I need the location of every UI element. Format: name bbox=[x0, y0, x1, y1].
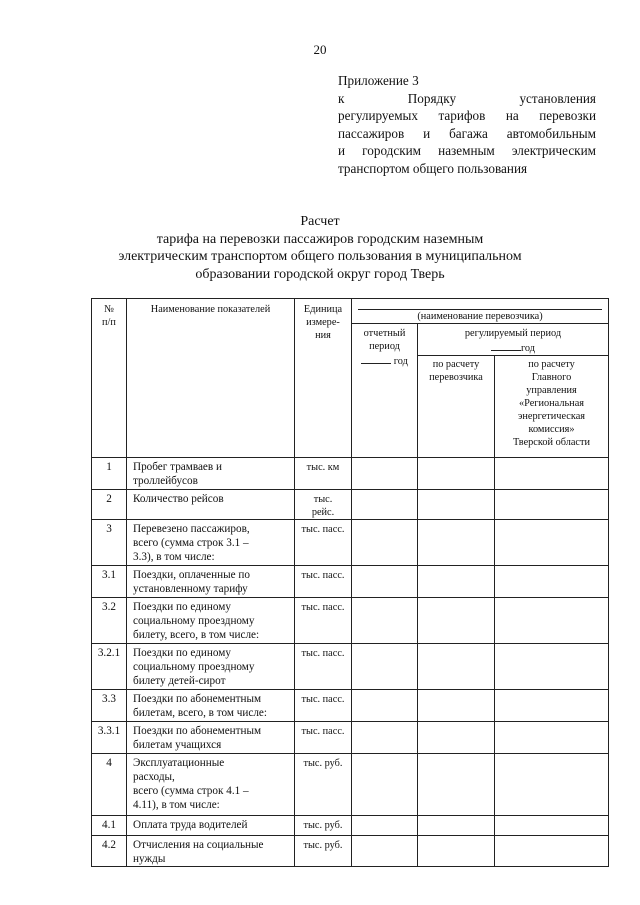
value-reporting[interactable] bbox=[352, 690, 418, 722]
row-indicator-name: Поездки по абонементным билетам учащихся bbox=[127, 722, 295, 754]
row-number: 3.3.1 bbox=[92, 722, 127, 754]
value-reporting[interactable] bbox=[352, 520, 418, 566]
annex-block bbox=[338, 72, 596, 177]
value-by-carrier[interactable] bbox=[418, 644, 495, 690]
row-number: 4.1 bbox=[92, 816, 127, 836]
table-row bbox=[92, 644, 609, 690]
heading-line-2: тарифа на перевозки пассажиров городским наземным bbox=[156, 231, 484, 247]
document-heading bbox=[110, 213, 530, 283]
value-by-carrier[interactable] bbox=[418, 520, 495, 566]
value-by-commission[interactable] bbox=[495, 520, 609, 566]
row-unit: тыс. руб. bbox=[295, 754, 352, 816]
table-row bbox=[92, 690, 609, 722]
table-row bbox=[92, 816, 609, 836]
heading-line-4: образовании городской округ город Тверь bbox=[195, 266, 445, 282]
page-number: 20 bbox=[313, 42, 327, 57]
row-indicator-name: Отчисления на социальные нужды bbox=[127, 836, 295, 867]
row-number: 2 bbox=[92, 490, 127, 520]
row-unit: тыс. рейс. bbox=[295, 490, 352, 520]
table-row bbox=[92, 566, 609, 598]
row-indicator-name: Поездки по единому социальному проездному билету детей-сирот bbox=[127, 644, 295, 690]
value-by-carrier[interactable] bbox=[418, 566, 495, 598]
value-reporting[interactable] bbox=[352, 722, 418, 754]
row-indicator-name: Оплата труда водителей bbox=[127, 816, 295, 836]
row-unit: тыс. пасс. bbox=[295, 566, 352, 598]
header-name: Наименование показателей bbox=[127, 299, 295, 458]
heading-line-3: электрическим транспортом общего пользования в муниципальном bbox=[118, 249, 522, 264]
value-reporting[interactable] bbox=[352, 644, 418, 690]
value-by-commission[interactable] bbox=[495, 836, 609, 867]
row-unit: тыс. руб. bbox=[295, 836, 352, 867]
tariff-table bbox=[91, 298, 609, 867]
carrier-hint: (наименование перевозчика) bbox=[417, 311, 543, 322]
table-row bbox=[92, 722, 609, 754]
value-by-carrier[interactable] bbox=[418, 816, 495, 836]
table-row bbox=[92, 520, 609, 566]
row-indicator-name: Количество рейсов bbox=[127, 490, 295, 520]
table-row bbox=[92, 836, 609, 867]
annex-line-6: транспортом общего пользования bbox=[338, 160, 528, 176]
value-by-commission[interactable] bbox=[495, 690, 609, 722]
row-number: 3.3 bbox=[92, 690, 127, 722]
row-number: 4.2 bbox=[92, 836, 127, 867]
row-number: 3.2 bbox=[92, 598, 127, 644]
header-carrier bbox=[352, 299, 609, 324]
value-by-commission[interactable] bbox=[495, 722, 609, 754]
value-by-commission[interactable] bbox=[495, 816, 609, 836]
value-by-carrier[interactable] bbox=[418, 490, 495, 520]
row-number: 3 bbox=[92, 520, 127, 566]
value-by-commission[interactable] bbox=[495, 490, 609, 520]
annex-title: Приложение 3 bbox=[338, 73, 419, 88]
annex-line-4: пассажиров и багажа автомобильным bbox=[338, 125, 596, 141]
heading-title: Расчет bbox=[300, 214, 340, 229]
annex-line-5: и городским наземным электрическим bbox=[338, 143, 596, 158]
row-unit: тыс. пасс. bbox=[295, 520, 352, 566]
value-reporting[interactable] bbox=[352, 458, 418, 490]
header-by-carrier: по расчету перевозчика bbox=[418, 356, 495, 458]
header-num: № п/п bbox=[92, 299, 127, 458]
value-by-carrier[interactable] bbox=[418, 836, 495, 867]
value-by-carrier[interactable] bbox=[418, 458, 495, 490]
value-reporting[interactable] bbox=[352, 598, 418, 644]
row-unit: тыс. руб. bbox=[295, 816, 352, 836]
value-by-carrier[interactable] bbox=[418, 598, 495, 644]
row-number: 3.2.1 bbox=[92, 644, 127, 690]
value-by-commission[interactable] bbox=[495, 754, 609, 816]
row-number: 1 bbox=[92, 458, 127, 490]
header-by-commission: по расчету Главного управления «Региональная энергетическая комиссия» Тверской области bbox=[495, 356, 609, 458]
row-number: 3.1 bbox=[92, 566, 127, 598]
row-unit: тыс. пасс. bbox=[295, 690, 352, 722]
value-reporting[interactable] bbox=[352, 816, 418, 836]
row-indicator-name: Перевезено пассажиров, всего (сумма строк 3.1 – 3.3), в том числе: bbox=[127, 520, 295, 566]
header-regulated-period: регулируемый период год bbox=[418, 324, 609, 356]
table-row bbox=[92, 490, 609, 520]
header-unit: Единица измере- ния bbox=[295, 299, 352, 458]
value-by-commission[interactable] bbox=[495, 598, 609, 644]
annex-line-2: к Порядку установления bbox=[338, 90, 596, 106]
row-indicator-name: Поездки, оплаченные по установленному тарифу bbox=[127, 566, 295, 598]
row-unit: тыс. пасс. bbox=[295, 722, 352, 754]
row-indicator-name: Поездки по абонементным билетам, всего, в том числе: bbox=[127, 690, 295, 722]
annex-line-3: регулируемых тарифов на перевозки bbox=[338, 108, 596, 123]
value-reporting[interactable] bbox=[352, 490, 418, 520]
value-by-carrier[interactable] bbox=[418, 690, 495, 722]
value-reporting[interactable] bbox=[352, 566, 418, 598]
table-row bbox=[92, 754, 609, 816]
row-unit: тыс. пасс. bbox=[295, 598, 352, 644]
value-by-carrier[interactable] bbox=[418, 722, 495, 754]
row-unit: тыс. км bbox=[295, 458, 352, 490]
row-indicator-name: Эксплуатационные расходы, всего (сумма строк 4.1 – 4.11), в том числе: bbox=[127, 754, 295, 816]
value-by-commission[interactable] bbox=[495, 566, 609, 598]
row-indicator-name: Пробег трамваев и троллейбусов bbox=[127, 458, 295, 490]
value-by-commission[interactable] bbox=[495, 644, 609, 690]
header-reporting-period: отчетный период год bbox=[352, 324, 418, 458]
value-by-carrier[interactable] bbox=[418, 754, 495, 816]
row-number: 4 bbox=[92, 754, 127, 816]
value-reporting[interactable] bbox=[352, 836, 418, 867]
value-by-commission[interactable] bbox=[495, 458, 609, 490]
table-row bbox=[92, 598, 609, 644]
row-indicator-name: Поездки по единому социальному проездному билету, всего, в том числе: bbox=[127, 598, 295, 644]
row-unit: тыс. пасс. bbox=[295, 644, 352, 690]
value-reporting[interactable] bbox=[352, 754, 418, 816]
table-row bbox=[92, 458, 609, 490]
